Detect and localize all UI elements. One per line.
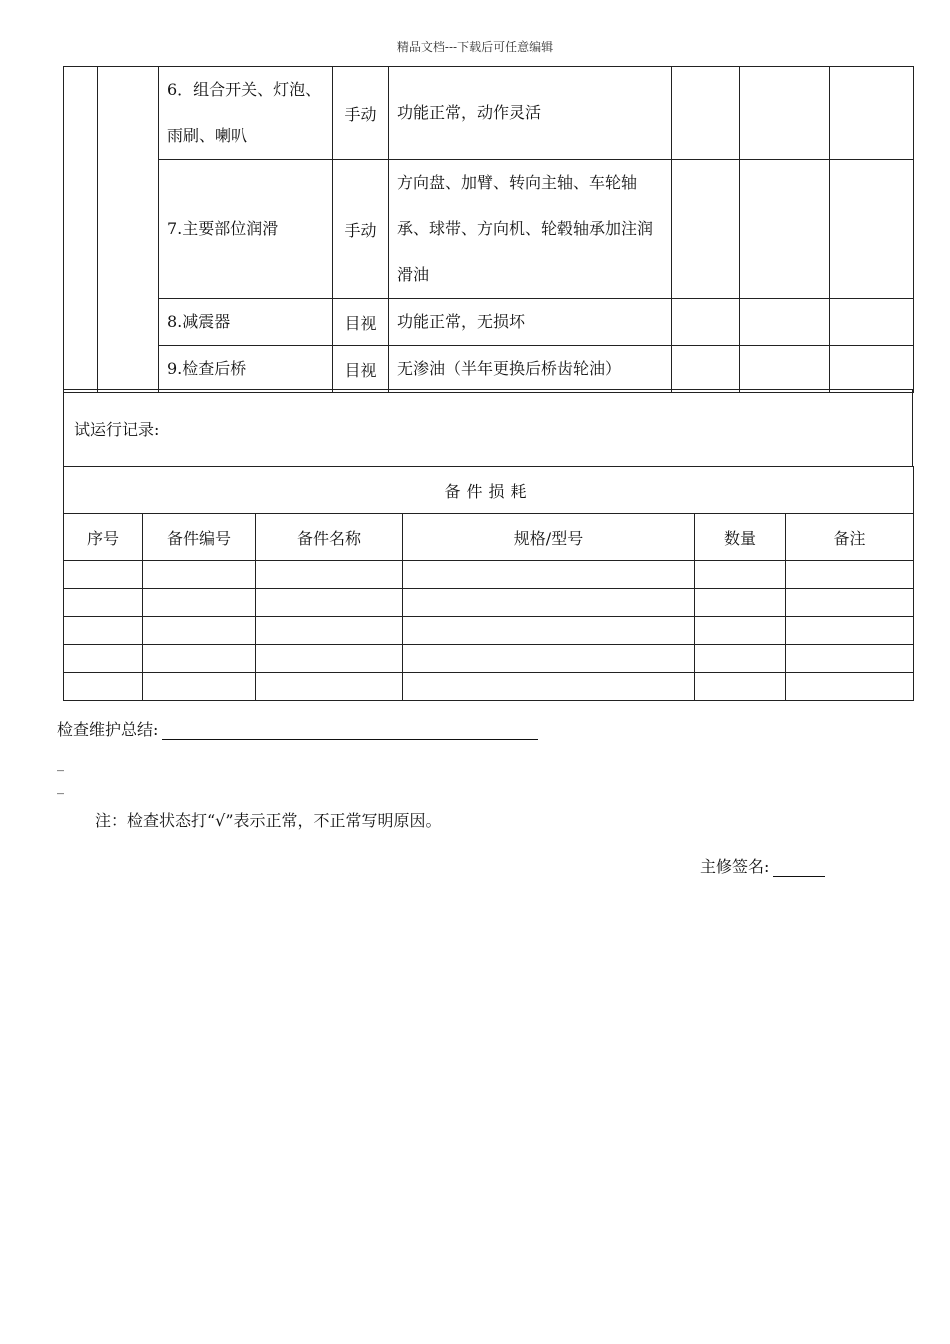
table-cell[interactable] [786, 561, 914, 589]
maintenance-checklist-table [63, 66, 914, 393]
table-cell[interactable] [64, 561, 143, 589]
checklist-row [64, 160, 914, 299]
table-cell[interactable] [695, 589, 786, 617]
status-cell[interactable] [740, 160, 830, 299]
check-method: 手动 [333, 67, 389, 160]
check-item: 9.检查后桥 [159, 346, 333, 393]
status-cell[interactable] [672, 67, 740, 160]
table-cell[interactable] [695, 561, 786, 589]
status-cell[interactable] [740, 346, 830, 393]
checklist-row [64, 299, 914, 346]
parts-table-title: 备件损耗 [64, 467, 914, 514]
status-cell[interactable] [740, 67, 830, 160]
check-standard: 方向盘、加臂、转向主轴、车轮轴承、球带、方向机、轮毂轴承加注润滑油 [389, 160, 672, 299]
spare-parts-table [63, 466, 914, 701]
checklist-row [64, 67, 914, 160]
table-cell[interactable] [64, 673, 143, 701]
category-cell [64, 67, 98, 393]
table-row [64, 589, 914, 617]
table-cell[interactable] [64, 617, 143, 645]
parts-header-row [64, 514, 914, 561]
table-cell[interactable] [143, 645, 256, 673]
table-cell[interactable] [256, 645, 403, 673]
table-cell[interactable] [256, 589, 403, 617]
table-cell[interactable] [786, 617, 914, 645]
check-standard: 无渗油（半年更换后桥齿轮油） [389, 346, 672, 393]
table-cell[interactable] [695, 645, 786, 673]
subcategory-cell [98, 67, 159, 393]
table-cell[interactable] [256, 673, 403, 701]
page-header: 精品文档---下载后可任意编辑 [396, 40, 554, 54]
table-cell[interactable] [695, 673, 786, 701]
status-cell[interactable] [830, 299, 914, 346]
blank-mark: _ [57, 779, 64, 795]
table-row [64, 645, 914, 673]
status-cell[interactable] [830, 346, 914, 393]
checklist-row [64, 346, 914, 393]
table-cell[interactable] [403, 673, 695, 701]
check-method: 目视 [333, 346, 389, 393]
summary-input-line[interactable] [162, 722, 538, 740]
table-cell[interactable] [695, 617, 786, 645]
table-cell[interactable] [786, 589, 914, 617]
check-method: 目视 [333, 299, 389, 346]
table-cell[interactable] [143, 561, 256, 589]
note-text: 注：检查状态打“√”表示正常，不正常写明原因。 [95, 811, 442, 830]
table-cell[interactable] [403, 617, 695, 645]
check-standard: 功能正常，无损坏 [389, 299, 672, 346]
check-item: 6．组合开关、灯泡、雨刷、喇叭 [159, 67, 333, 160]
check-item: 8.减震器 [159, 299, 333, 346]
table-cell[interactable] [143, 617, 256, 645]
table-cell[interactable] [403, 645, 695, 673]
table-cell[interactable] [403, 561, 695, 589]
maintenance-summary [57, 717, 538, 740]
col-header-index: 序号 [64, 514, 143, 561]
table-cell[interactable] [143, 589, 256, 617]
col-header-remarks: 备注 [786, 514, 914, 561]
table-row [64, 561, 914, 589]
table-cell[interactable] [786, 673, 914, 701]
summary-label: 检查维护总结: [57, 720, 159, 739]
signature-label: 主修签名: [700, 857, 770, 876]
blank-mark: _ [57, 756, 64, 772]
status-cell[interactable] [672, 346, 740, 393]
status-cell[interactable] [740, 299, 830, 346]
table-row [64, 617, 914, 645]
col-header-part-number: 备件编号 [143, 514, 256, 561]
check-item: 7.主要部位润滑 [159, 160, 333, 299]
status-cell[interactable] [672, 160, 740, 299]
table-cell[interactable] [64, 589, 143, 617]
check-standard: 功能正常，动作灵活 [389, 67, 672, 160]
check-method: 手动 [333, 160, 389, 299]
signature-input-line[interactable] [773, 860, 825, 877]
table-cell[interactable] [64, 645, 143, 673]
status-cell[interactable] [830, 160, 914, 299]
table-row [64, 673, 914, 701]
table-cell[interactable] [143, 673, 256, 701]
status-cell[interactable] [830, 67, 914, 160]
table-cell[interactable] [403, 589, 695, 617]
table-cell[interactable] [786, 645, 914, 673]
col-header-part-name: 备件名称 [256, 514, 403, 561]
signature-block [700, 854, 825, 877]
table-cell[interactable] [256, 617, 403, 645]
col-header-spec: 规格/型号 [403, 514, 695, 561]
trial-run-table [63, 389, 913, 467]
status-cell[interactable] [672, 299, 740, 346]
col-header-quantity: 数量 [695, 514, 786, 561]
trial-run-label[interactable]: 试运行记录: [64, 390, 913, 467]
table-cell[interactable] [256, 561, 403, 589]
